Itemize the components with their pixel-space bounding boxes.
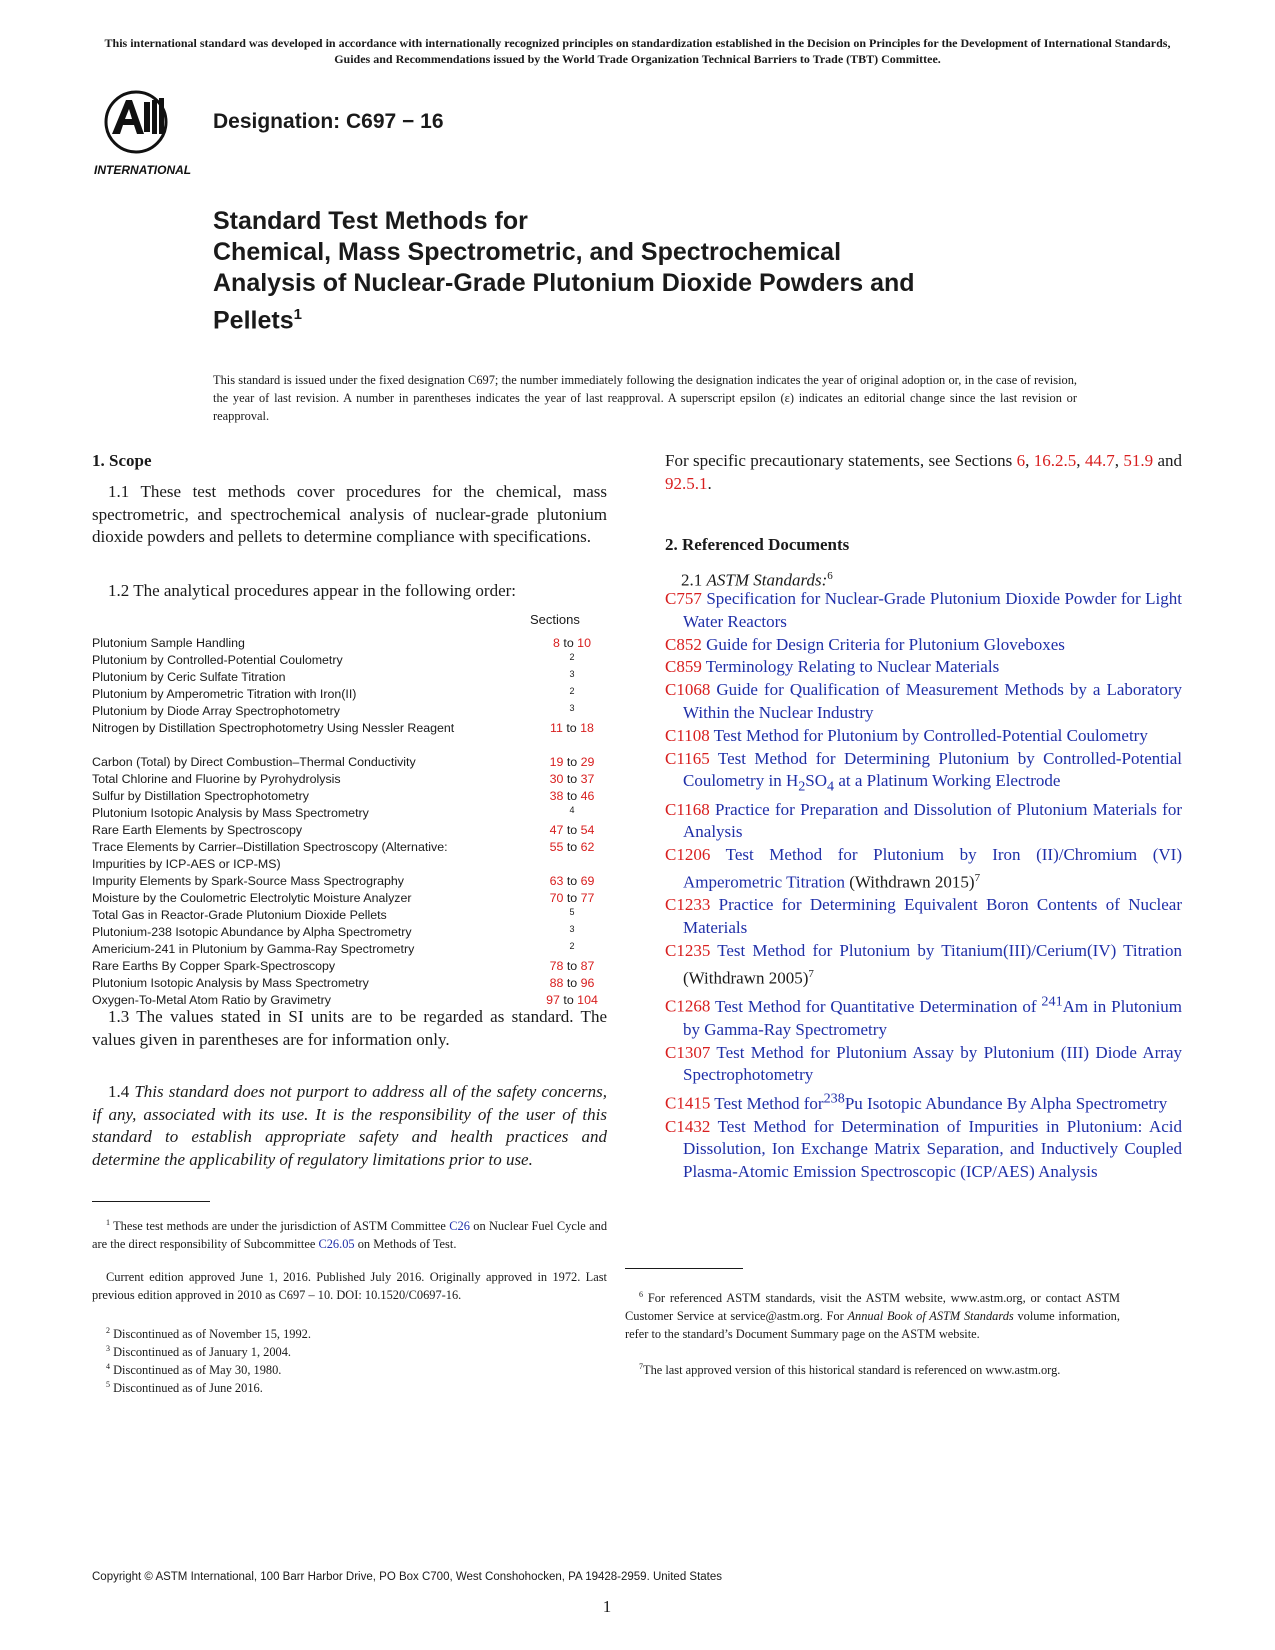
procedure-row [92, 686, 607, 703]
section-link[interactable]: 87 [580, 959, 595, 973]
section-link[interactable]: 54 [580, 823, 595, 837]
reference-title-link[interactable]: Practice for Determining Equivalent Boron Contents of Nuclear Materials [683, 895, 1182, 938]
procedure-row [92, 907, 607, 924]
procedure-sections: 11 to 18 [550, 721, 594, 735]
procedure-name: Rare Earths By Copper Spark-Spectroscopy [92, 959, 336, 973]
reference-code-link[interactable]: C852 [665, 634, 702, 654]
procedure-row [92, 805, 607, 822]
reference-c1307 [665, 1042, 1182, 1088]
procedure-sections: 88 to 96 [549, 976, 595, 990]
reference-c852 [665, 634, 1182, 657]
document-title [213, 206, 1113, 336]
reference-code-link[interactable]: C1068 [665, 680, 711, 700]
copyright: Copyright © ASTM International, 100 Barr Harbor Drive, PO Box C700, West Conshohocken, PA 19428-2959. United States [92, 1571, 723, 1583]
reference-c1233 [665, 894, 1182, 940]
reference-title-link[interactable]: Test Method for$^{238}$Pu Isotopic Abundance By Alpha Spectrometry [714, 1090, 1168, 1113]
procedure-name: Plutonium-238 Isotopic Abundance by Alpha Spectrometry [92, 925, 412, 939]
reference-c1268 [665, 990, 1182, 1041]
reference-c1068 [665, 679, 1182, 725]
reference-title-link[interactable]: Test Method for Plutonium by Controlled-Potential Coulometry [713, 725, 1148, 745]
reference-title-link[interactable]: Test Method for Quantitative Determination of $^{241}$Am in Plutonium by Gamma-Ray Spectrometry [683, 993, 1182, 1039]
procedure-name: Total Gas in Reactor-Grade Plutonium Dioxide Pellets [92, 908, 387, 922]
issuance-statement: This standard is issued under the fixed designation C697; the number immediately following the designation indicates the year of original adoption or, in the case of revision, the year of last revision. A number in parentheses indicates the year of last reapproval. A superscript epsilon (ε) indicates an editorial change since the last revision or reapproval. [213, 373, 1077, 423]
procedure-name: Plutonium Isotopic Analysis by Mass Spectrometry [92, 806, 369, 820]
reference-title-link[interactable]: Test Method for Plutonium Assay by Plutonium (III) Diode Array Spectrophotometry [683, 1042, 1182, 1085]
reference-code-link[interactable]: C1432 [665, 1116, 711, 1136]
section-link[interactable]: 30 [549, 772, 564, 786]
reference-c1415 [665, 1087, 1182, 1115]
reference-title-link[interactable]: Test Method for Determination of Impurities in Plutonium: Acid Dissolution, Ion Exchange Matrix Separation, and Inductively Coupled Plasma-Atomic Emission Spectroscopic (ICP/AES) Analysis [683, 1116, 1182, 1182]
reference-title-link[interactable]: Guide for Qualification of Measurement Methods by a Laboratory Within the Nuclear Industry [683, 680, 1183, 722]
procedure-row [92, 975, 607, 992]
reference-code-link[interactable]: C1415 [665, 1093, 711, 1113]
reference-code-link[interactable]: C1108 [665, 725, 710, 745]
section-link[interactable]: 46 [580, 789, 595, 803]
international-standard-notice: This international standard was developed in accordance with internationally recognized principles on standardization established in the Decision on Principles for the Development of International Standards, Guides and Recommendations issued by the World Trade Organization Technical Barriers to Trade (TBT) Committee. [104, 36, 1171, 66]
procedure-sections: 38 to 46 [549, 789, 595, 803]
logo-text: INTERNATIONAL [94, 163, 192, 177]
procedure-name: Plutonium by Diode Array Spectrophotometry [92, 704, 340, 718]
procedure-row [92, 669, 607, 686]
procedure-sections: 30 to 37 [549, 772, 595, 786]
section-link[interactable]: 77 [580, 891, 595, 905]
section-link[interactable]: 8 [553, 636, 560, 650]
procedure-sections: 8 to 10 [553, 636, 591, 650]
scope-1-4-continued: For specific precautionary statements, see Sections 6, 16.2.5, 44.7, 51.9 and 92.5.1. [665, 451, 1183, 493]
procedure-name: Rare Earth Elements by Spectroscopy [92, 823, 303, 837]
footnote-3: $^3$ Discontinued as of January 1, 2004. [106, 1344, 292, 1360]
title-line-2: Chemical, Mass Spectrometric, and Spectrochemical [213, 238, 842, 266]
section-ref-44-7[interactable]: 44.7 [1084, 451, 1115, 470]
procedure-row [92, 754, 607, 771]
title-line-4: Pellets$^1$ [213, 306, 302, 335]
section-link[interactable]: 18 [580, 721, 594, 735]
footnote-1-edition: Current edition approved June 1, 2016. Published July 2016. Originally approved in 1972. Last previous edition approved in 2010 as C697 – 10. DOI: 10.1520/C0697-16. [92, 1270, 607, 1302]
scope-heading: 1. Scope [92, 451, 152, 470]
footnote-5: $^5$ Discontinued as of June 2016. [106, 1380, 263, 1396]
referenced-documents-list [665, 588, 1182, 1184]
procedure-name: Plutonium by Controlled-Potential Coulometry [92, 653, 343, 667]
section-link[interactable]: 70 [549, 891, 564, 905]
footnote-rule-right [625, 1268, 743, 1269]
reference-c1165 [665, 748, 1182, 799]
procedure-sections: 97 to 104 [546, 993, 598, 1007]
procedure-sections: 3 [569, 703, 575, 713]
reference-code-link[interactable]: C1233 [665, 895, 711, 915]
reference-title-link[interactable]: Practice for Preparation and Dissolution of Plutonium Materials for Analysis [683, 799, 1182, 842]
scope-1-4: 1.4 This standard does not purport to address all of the safety concerns, if any, associated with its use. It is the responsibility of the user of this standard to establish appropriate safety and health practices and determine the applicability of regulatory limitations prior to use. [92, 1082, 607, 1169]
procedure-row [92, 788, 607, 805]
astm-standards-subheading: 2.1 ASTM Standards:$^6$ [681, 570, 833, 590]
section-link[interactable]: 78 [549, 959, 564, 973]
footnote-1: $^1$ These test methods are under the jurisdiction of ASTM Committee C26 on Nuclear Fuel Cycle and are the direct responsibility of Subcommittee C26.05 on Methods of Test. [92, 1218, 608, 1252]
scope-1-1: 1.1 These test methods cover procedures for the chemical, mass spectrometric, and spectrochemical analysis of nuclear-grade plutonium dioxide powders and pellets to determine compliance with specifications. [92, 482, 607, 546]
footnote-2: $^2$ Discontinued as of November 15, 1992. [106, 1326, 311, 1342]
reference-code-link[interactable]: C1235 [665, 941, 711, 960]
procedure-name: Plutonium Sample Handling [92, 636, 245, 650]
procedure-name: Plutonium by Ceric Sulfate Titration [92, 670, 286, 684]
procedure-row [92, 958, 607, 975]
procedure-name: Carbon (Total) by Direct Combustion–Thermal Conductivity [92, 755, 416, 769]
referenced-documents-heading: 2. Referenced Documents [665, 535, 850, 554]
title-footnote-mark[interactable]: 1 [293, 306, 302, 323]
section-ref-6[interactable]: 6 [1016, 451, 1026, 470]
procedure-row [92, 652, 607, 669]
reference-title-link[interactable]: Guide for Design Criteria for Plutonium Gloveboxes [706, 634, 1065, 654]
reference-c1168 [665, 799, 1182, 845]
reference-code-link[interactable]: C1206 [665, 845, 711, 865]
procedure-name: Impurity Elements by Spark-Source Mass Spectrography [92, 874, 404, 888]
procedure-sections: 70 to 77 [549, 891, 595, 905]
section-ref-92-5-1[interactable]: 92.5.1 [665, 473, 708, 493]
page-number: 1 [602, 1597, 612, 1616]
procedure-sections: 3 [569, 924, 575, 934]
reference-code-link[interactable]: C1168 [665, 799, 710, 819]
section-link[interactable]: 10 [577, 636, 591, 650]
procedure-sections: 19 to 29 [549, 755, 595, 769]
procedure-sections: 63 to 69 [549, 874, 595, 888]
reference-code-link[interactable]: C1165 [665, 748, 710, 768]
section-link[interactable]: 69 [580, 874, 595, 888]
procedure-sections: 3 [569, 669, 575, 679]
section-link[interactable]: 11 [550, 721, 563, 735]
section-link[interactable]: 29 [580, 755, 595, 769]
reference-title-link[interactable]: Test Method for Plutonium by Iron (II)/Chromium (VI) Amperometric Titration [683, 845, 1182, 892]
section-link[interactable]: 47 [549, 823, 564, 837]
title-line-1: Standard Test Methods for [213, 207, 528, 235]
procedure-sections: 5 [569, 907, 575, 917]
procedure-row [92, 890, 607, 907]
reference-code-link[interactable]: C1307 [665, 1042, 711, 1062]
scope-1-2: 1.2 The analytical procedures appear in the following order: [108, 581, 517, 600]
reference-title-link[interactable]: Test Method for Plutonium by Titanium(III)/Cerium(IV) Titration [717, 941, 1182, 960]
reference-c1235: C1235 Test Method for Plutonium by Titanium(III)/Cerium(IV) Titration (Withdrawn 2005)$^7$ [665, 941, 1182, 988]
sections-column-header: Sections [530, 612, 580, 627]
procedure-row [92, 720, 607, 754]
subcommittee-link[interactable]: C26.05 [318, 1237, 355, 1252]
reference-code-link[interactable]: C859 [665, 657, 702, 677]
footnote-rule-left [92, 1201, 210, 1202]
section-ref-16-2-5[interactable]: 16.2.5 [1033, 451, 1077, 470]
designation: Designation: C697 − 16 [213, 110, 444, 133]
reference-title-link[interactable]: Specification for Nuclear-Grade Plutonium Dioxide Powder for Light Water Reactors [683, 589, 1183, 631]
scope-1-3: 1.3 The values stated in SI units are to be regarded as standard. The values given in parentheses are for information only. [92, 1007, 607, 1049]
reference-c1206: C1206 Test Method for Plutonium by Iron (II)/Chromium (VI) Amperometric Titration (Withdrawn 2015)$^7$ [665, 845, 1182, 892]
procedure-name: Nitrogen by Distillation Spectrophotometry Using Nessler Reagent [92, 721, 455, 735]
reference-c757 [665, 588, 1182, 634]
procedure-row [92, 839, 607, 873]
procedure-name: Americium-241 in Plutonium by Gamma-Ray Spectrometry [92, 942, 415, 956]
reference-title-link[interactable]: Test Method for Determining Plutonium by Controlled-Potential Coulometry in $H_2SO_4$ at a Platinum Working Electrode [683, 748, 1182, 795]
reference-code-link[interactable]: C757 [665, 589, 702, 608]
section-link[interactable]: 96 [580, 976, 595, 990]
section-ref-51-9[interactable]: 51.9 [1123, 451, 1154, 470]
reference-title-link[interactable]: Terminology Relating to Nuclear Materials [705, 657, 1000, 677]
procedure-row [92, 771, 607, 788]
section-link[interactable]: 38 [549, 789, 564, 803]
section-link[interactable]: 62 [580, 840, 595, 854]
procedure-sections: 2 [569, 941, 575, 951]
procedure-sections: 78 to 87 [549, 959, 595, 973]
committee-link[interactable]: C26 [449, 1219, 470, 1234]
procedure-sections: 47 to 54 [549, 823, 595, 837]
astm-logo [92, 88, 196, 180]
procedure-row [92, 873, 607, 890]
reference-c1108 [665, 725, 1182, 748]
reference-c1432 [665, 1116, 1182, 1184]
procedure-sections: 55 to 62 [549, 840, 595, 854]
procedure-name: Oxygen-To-Metal Atom Ratio by Gravimetry [92, 993, 331, 1007]
procedure-sections: 2 [569, 686, 575, 696]
footnote-6: $^6$ For referenced ASTM standards, visit the ASTM website, www.astm.org, or contact ASTM Customer Service at service@astm.org. For Annual Book of ASTM Standards volume information, refer to the standard’s Document Summary page on the ASTM website. [625, 1290, 1120, 1342]
procedure-name: Plutonium Isotopic Analysis by Mass Spectrometry [92, 976, 369, 990]
procedure-sections: 4 [569, 805, 575, 815]
procedure-row [92, 941, 607, 958]
procedure-name: Total Chlorine and Fluorine by Pyrohydrolysis [92, 772, 341, 786]
section-link[interactable]: 63 [549, 874, 564, 888]
procedures-table [92, 635, 607, 1009]
section-link[interactable]: 37 [580, 772, 595, 786]
section-link[interactable]: 88 [549, 976, 564, 990]
footnote-7: $^7$The last approved version of this historical standard is referenced on www.astm.org. [639, 1362, 1061, 1378]
procedure-name: Moisture by the Coulometric Electrolytic Moisture Analyzer [92, 891, 412, 905]
procedure-name: Trace Elements by Carrier–Distillation Spectroscopy (Alternative: Impurities by ICP-AES or ICP-MS) [92, 840, 448, 871]
reference-code-link[interactable]: C1268 [665, 996, 711, 1016]
procedure-row [92, 822, 607, 839]
section-link[interactable]: 97 [546, 993, 560, 1007]
procedure-row [92, 635, 607, 652]
procedure-name: Sulfur by Distillation Spectrophotometry [92, 789, 309, 803]
procedure-row [92, 703, 607, 720]
procedure-name: Plutonium by Amperometric Titration with Iron(II) [92, 687, 357, 701]
procedure-row [92, 924, 607, 941]
section-link[interactable]: 55 [549, 840, 564, 854]
reference-c859 [665, 656, 1182, 679]
section-link[interactable]: 19 [549, 755, 564, 769]
title-line-3: Analysis of Nuclear-Grade Plutonium Dioxide Powders and [213, 269, 915, 297]
procedure-sections: 2 [569, 652, 575, 662]
footnote-4: $^4$ Discontinued as of May 30, 1980. [106, 1362, 282, 1378]
section-link[interactable]: 104 [577, 993, 598, 1007]
